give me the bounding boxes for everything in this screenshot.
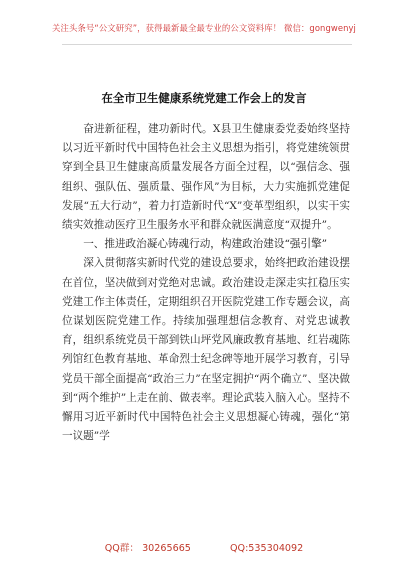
document-body (62, 120, 350, 446)
footer-qq: QQ:535304092 (229, 543, 304, 554)
paragraph-section-1: 深入贯彻落实新时代党的建设总要求，始终把政治建设摆在首位，坚决做到对党绝对忠诚。政治建设走深走实扛稳压实党建工作主体责任，定期组织召开医院党建工作专题会议，高位谋划医院党建工作。持续加强理想信念教育、对党忠诚教育，组织系统党员干部到铁山坪党风廉政教育基地、红岩魂陈列馆红色教育基地、革命烈士纪念碑等地开展学习教育，引导党员干部全面提高“政治三力”在坚定拥护“两个确立”、坚决做到“两个维护”上走在前、做表率。理论武装入脑入心。坚持不懈用习近平新时代中国特色社会主义思想凝心铸魂，强化“第一议题”学 (62, 257, 350, 443)
document-title: 在全市卫生健康系统党建工作会上的发言 (101, 91, 307, 105)
header-promo-note: 关注头条号“公文研究”，获得最新最全最专业的公文资料库！ 微信：gongwenyj (52, 23, 356, 33)
header-divider (62, 44, 352, 45)
paragraph-intro: 奋进新征程，建功新时代。X县卫生健康委党委始终坚持以习近平新时代中国特色社会主义思想为指引，将党建统领贯穿到全县卫生健康高质量发展各方面全过程，以“强信念、强组织、强队伍、强质量、强作风”为目标，大力实施抓党建促发展“五大行动”，着力打造新时代“X”变革型组织，以实干实绩实效推动医疗卫生服务水平和群众就医满意度“双提升”。 (62, 123, 350, 232)
section-heading-1: 一、推进政治凝心铸魂行动，构建政治建设“强引擎” (83, 238, 328, 251)
footer-qq-group: QQ群： 30265665 (104, 543, 191, 554)
footer-contact (0, 540, 408, 554)
